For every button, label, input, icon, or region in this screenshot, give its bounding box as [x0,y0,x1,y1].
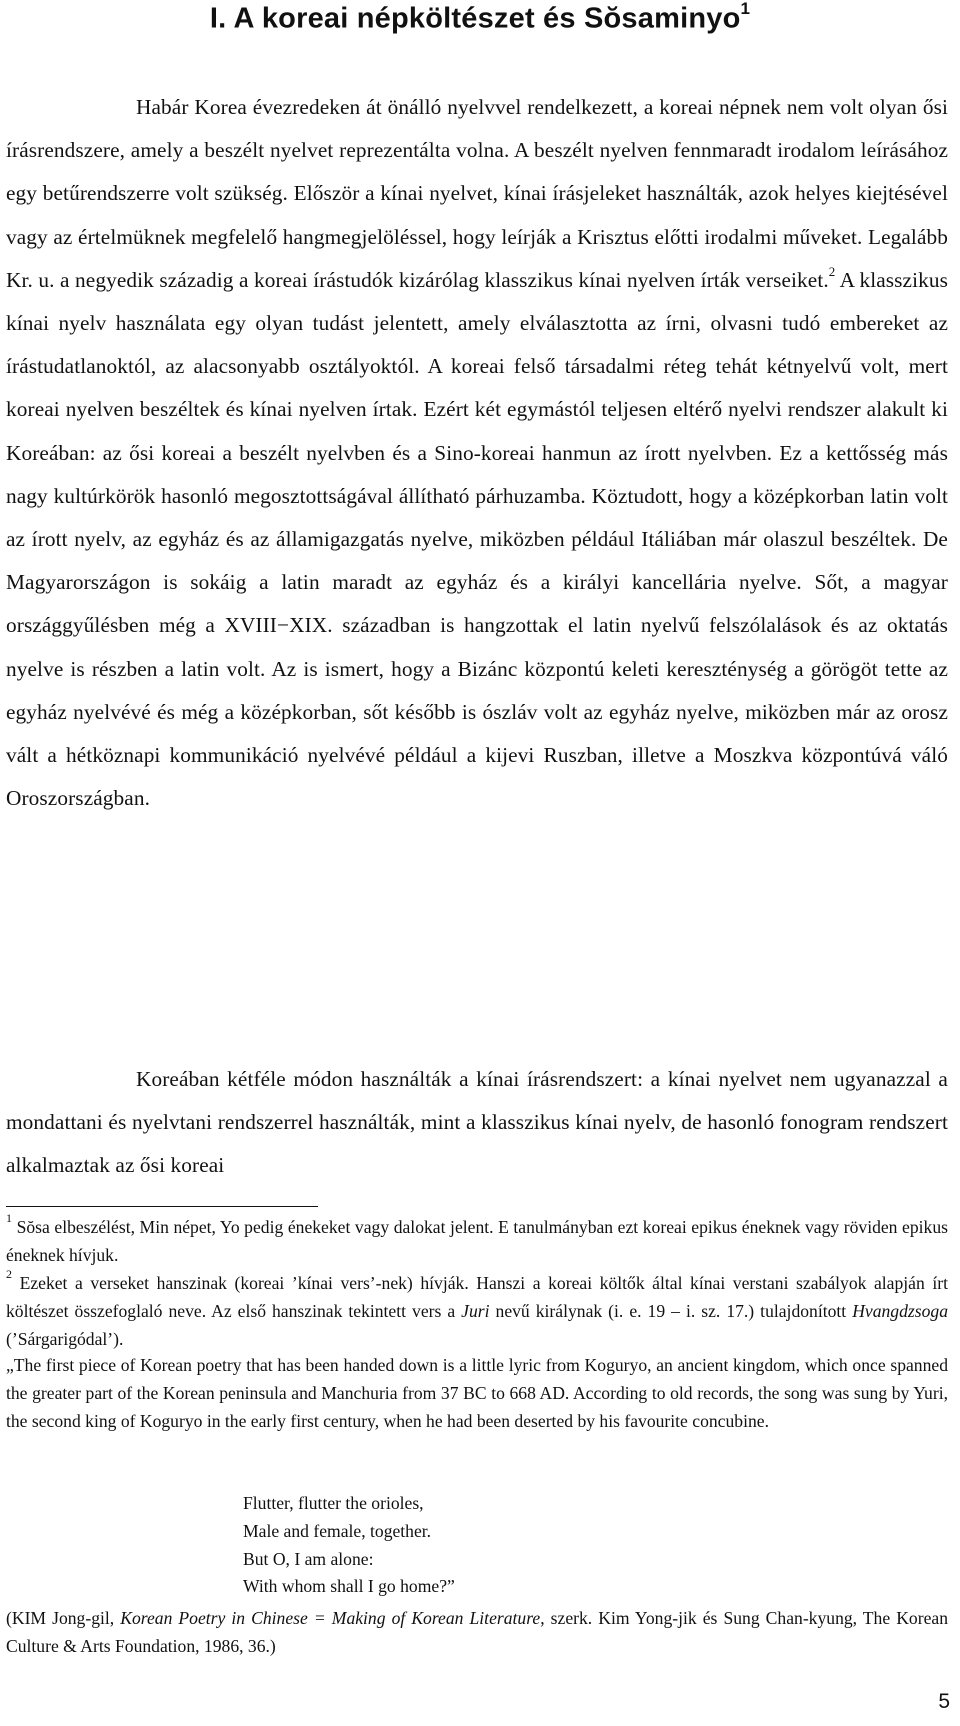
footnote-1-number: 1 [6,1211,12,1226]
chapter-title [0,2,960,36]
footnote-2-italic-hvangdzsoga: Hvangdzsoga [852,1300,948,1321]
footnote-1-text: Sŏsa elbeszélést, Min népet, Yo pedig énekeket vagy dalokat jelent. E tanulmányban ezt koreai epikus éneknek vagy röviden epikus éneknek hívjuk. [6,1217,948,1265]
footnote-2-number: 2 [6,1267,12,1282]
page-number: 5 [938,1690,950,1713]
poem-line: With whom shall I go home?” [243,1576,455,1597]
chapter-title-text: I. A koreai népköltészet és Sŏsaminyo [209,2,741,35]
footnote-separator [6,1206,318,1207]
citation-text-a: (KIM Jong-gil, [6,1608,121,1628]
footnote-1 [6,1211,948,1270]
footnote-ref-2: 2 [828,263,836,279]
citation-text-b: , szerk. Kim Yong-jik és Sung Chan-kyung, The Korean Culture & Arts Foundation, 1986, 36.) [6,1608,948,1656]
footnote-2-italic-juri: Juri [461,1300,490,1321]
paragraph-2: Koreában kétféle módon használták a kínai írásrendszert: a kínai nyelvet nem ugyanazzal a mondattani és nyelvtani rendszerrel használták, mint a klasszikus kínai nyelv, de hasonló fonogram rendszert alkalmaztak az ősi koreai [6,1067,948,1178]
poem [243,1490,455,1601]
footnote-2-text-a: Ezeket a verseket hanszinak (koreai ’kínai vers’-nek) hívják. Hanszi a koreai költők által kínai verstani szabályok alapján írt költészet összefoglaló neve. Az első hanszinak tekintett vers a [6,1273,948,1321]
footnote-ref-1: 1 [740,0,751,18]
paragraph-1 [6,86,948,820]
footnote-2-text-c: (’Sárgarigódal’). [6,1328,124,1349]
english-quote: „The first piece of Korean poetry that has been handed down is a little lyric from Koguryo, an ancient kingdom, which once spanned the greater part of the Korean peninsula and Manchuria from 37 BC to 668 AD. According to old records, the song was sung by Yuri, the second king of Koguryo in the early first century, when he had been deserted by his favourite concubine. [6,1355,948,1431]
paragraph-1-part-b: A klasszikus kínai nyelv használata egy olyan tudást jelentett, amely elválasztotta az írni, olvasni tudó embereket az írástudatlanoktól, az alacsonyabb osztályoktól. A koreai felső társadalmi réteg tehát kétnyelvű volt, mert koreai nyelven beszéltek és kínai nyelven írtak. Ezért két egymástól teljesen eltérő nyelvi rendszer alakult ki Koreában: az ősi koreai a beszélt nyelvben és a Sino-koreai hanmun az írott nyelvben. Ez a kettősség más nagy kultúrkörök hasonló megosztottságával állítható párhuzamba. Köztudott, hogy a középkorban latin volt az írott nyelv, az egyház és az államigazgatás nyelve, miközben például Itáliában már olaszul beszéltek. De Magyarországon is sokáig a latin maradt az egyház és a királyi kancellária nyelve. Sőt, a magyar országgyűlésben még a XVIII−XIX. században is hangzottak el latin nyelvű felszólalások és az oktatás nyelve is részben a latin volt. Az is ismert, hogy a Bizánc központú keleti kereszténység a görögöt tette az egyház nyelvévé és még a középkorban, sőt később is ószláv volt az egyház nyelve, miközben már az orosz vált a hétköznapi kommunikáció nyelvévé például a kijevi Ruszban, illetve a Moszkva központúvá váló Oroszországban. [6,267,948,811]
paragraph-1-part-a: Habár Korea évezredeken át önálló nyelvvel rendelkezett, a koreai népnek nem volt olyan ősi írásrendszere, amely a beszélt nyelvet reprezentálta volna. A beszélt nyelven fennmaradt irodalom leírásához egy betűrendszerre volt szükség. Először a kínai nyelvet, kínai írásjeleket használták, azok helyes kiejtésével vagy az értelmüknek megfelelő hangmegjelöléssel, hogy leírják a Krisztus előtti irodalmi műveket. Legalább Kr. u. a negyedik századig a koreai írástudók kizárólag klasszikus kínai nyelven írták verseiket. [6,95,948,292]
citation-book-title: Korean Poetry in Chinese = Making of Korean Literature [120,1608,541,1628]
poem-line: Male and female, together. [243,1520,432,1541]
poem-line: But O, I am alone: [243,1548,374,1569]
citation [6,1605,948,1661]
footnote-2-text-b: nevű királynak (i. e. 19 – i. sz. 17.) tulajdonított [489,1300,853,1321]
footnote-2 [6,1267,948,1353]
poem-line: Flutter, flutter the orioles, [243,1493,424,1513]
